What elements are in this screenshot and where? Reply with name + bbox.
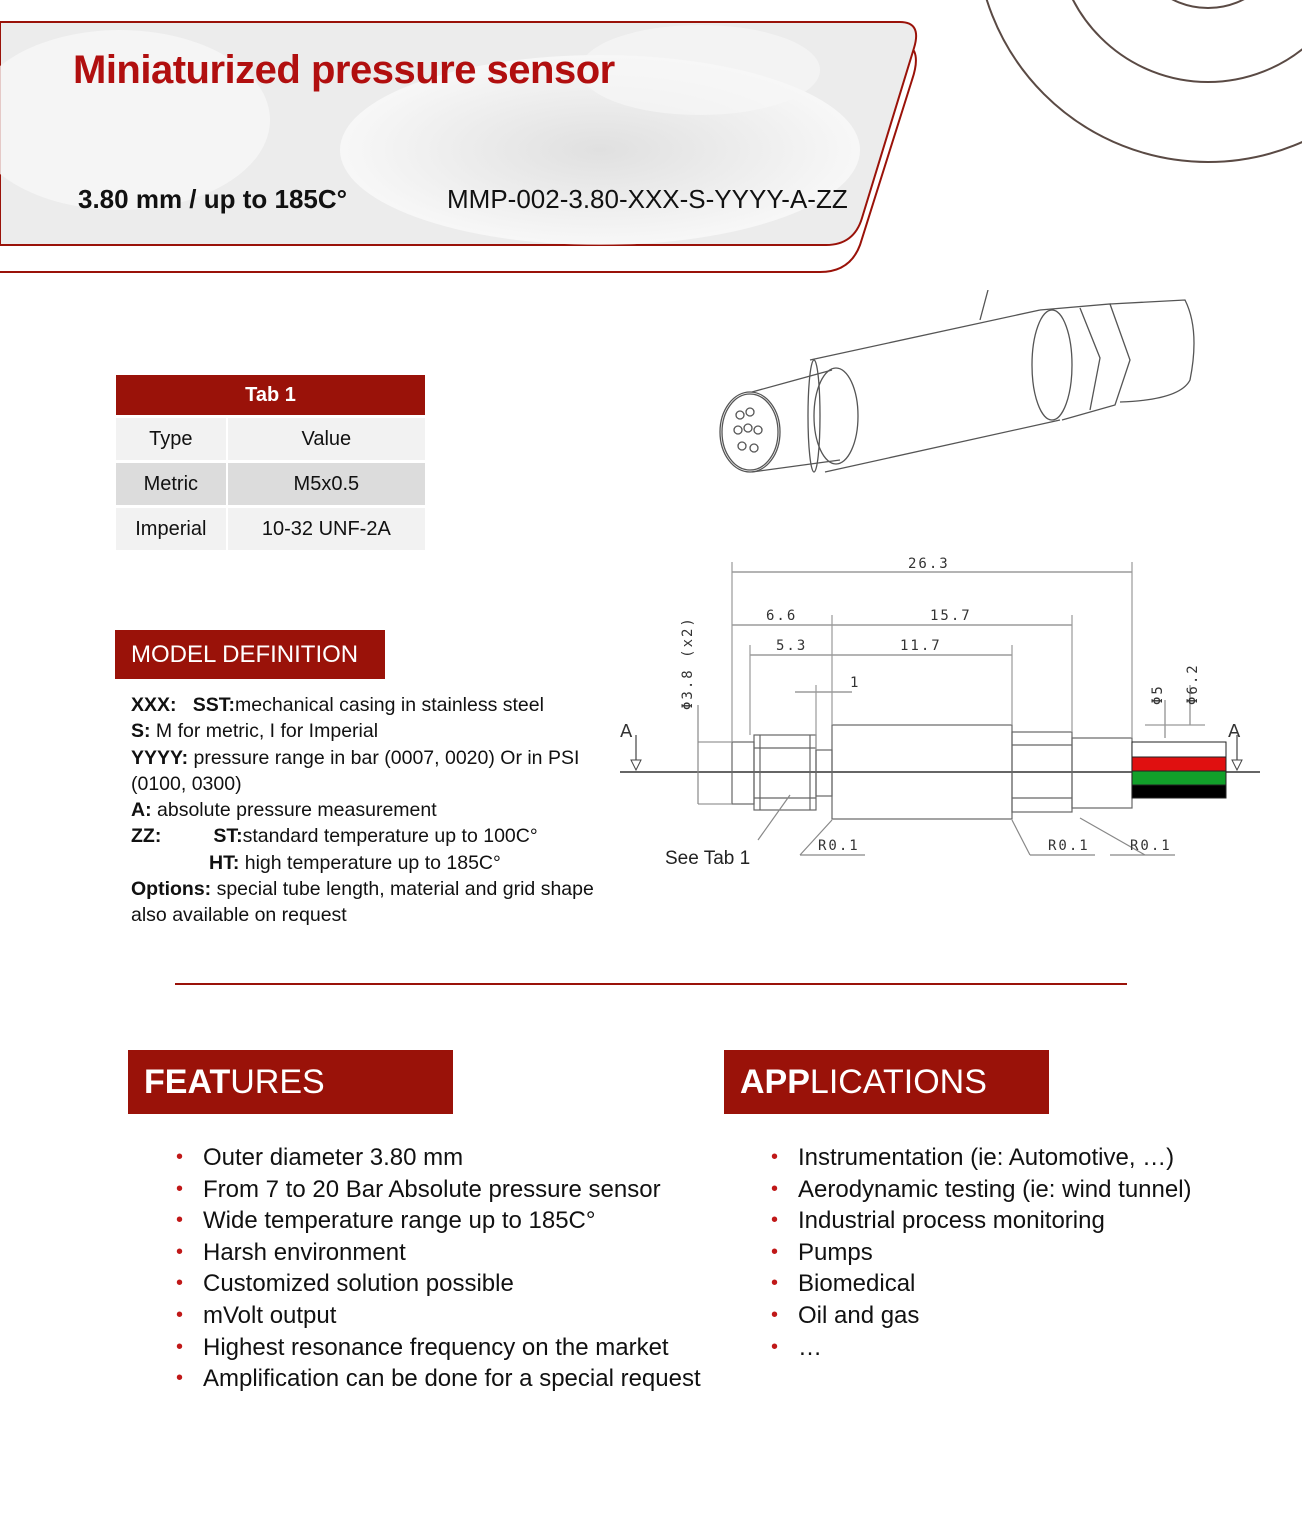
dim-diameter: Φ3.8 (x2) xyxy=(680,616,696,710)
list-item: • Wide temperature range up to 185C° xyxy=(176,1205,701,1237)
dim-c: 5.3 xyxy=(776,638,808,654)
yyyy-line: YYYY: pressure range in bar (0007, 0020) Or in PSI (0100, 0300) xyxy=(131,746,580,795)
list-item: • From 7 to 20 Bar Absolute pressure sensor xyxy=(176,1174,701,1206)
xxx-line: XXX: SST:mechanical casing in stainless steel xyxy=(131,694,544,716)
dim-e: 1 xyxy=(850,675,861,691)
zz-line: ZZ: ST:standard temperature up to 100C° xyxy=(131,825,538,848)
features-list xyxy=(176,1142,701,1395)
list-item: • Harsh environment xyxy=(176,1237,701,1269)
sensor-side-view xyxy=(620,556,1260,855)
page-title: Miniaturized pressure sensor xyxy=(73,48,615,92)
features-heading: FEATURES xyxy=(128,1050,453,1114)
table-header-type: Type xyxy=(116,418,226,460)
options-line: Options: special tube length, material and grid shape also available on request xyxy=(131,878,594,927)
dim-phi62: Φ6.2 xyxy=(1185,663,1201,705)
table-header-value: Value xyxy=(226,418,425,460)
list-item: • Outer diameter 3.80 mm xyxy=(176,1142,701,1174)
list-item: • Aerodynamic testing (ie: wind tunnel) xyxy=(771,1174,1192,1206)
dim-total: 26.3 xyxy=(908,556,950,572)
table-cell: Metric xyxy=(116,463,226,505)
applications-heading: APPLICATIONS xyxy=(724,1050,1049,1114)
wire-stripe xyxy=(1132,757,1226,771)
section-divider xyxy=(175,983,1127,985)
table-row xyxy=(116,463,425,505)
dim-phi5: Φ5 xyxy=(1150,684,1166,705)
table-cell: Imperial xyxy=(116,508,226,550)
a-line: A: absolute pressure measurement xyxy=(131,799,437,822)
table-row xyxy=(116,418,425,460)
s-line: S: M for metric, I for Imperial xyxy=(131,720,379,743)
tab1-table xyxy=(116,372,425,553)
part-number: MMP-002-3.80-XXX-S-YYYY-A-ZZ xyxy=(447,184,848,214)
list-item: • Customized solution possible xyxy=(176,1268,701,1300)
sensor-drawing xyxy=(600,290,1300,910)
wire-stripe xyxy=(1132,742,1226,757)
model-definition-text xyxy=(131,692,631,929)
list-item: • Amplification can be done for a special request xyxy=(176,1363,701,1395)
see-tab-note: See Tab 1 xyxy=(665,848,751,869)
radius-label: R0.1 xyxy=(1048,838,1090,854)
size-temperature-subtitle: 3.80 mm / up to 185C° xyxy=(78,184,348,214)
wire-stripe xyxy=(1132,771,1226,785)
list-item: • Pumps xyxy=(771,1237,1192,1269)
radius-label: R0.1 xyxy=(1130,838,1172,854)
list-item: • Instrumentation (ie: Automotive, …) xyxy=(771,1142,1192,1174)
list-item: • Industrial process monitoring xyxy=(771,1205,1192,1237)
list-item: • Oil and gas xyxy=(771,1300,1192,1332)
sensor-3d-view xyxy=(720,290,1194,472)
tab1-title: Tab 1 xyxy=(116,375,425,415)
radius-label: R0.1 xyxy=(818,838,860,854)
wire-stripe xyxy=(1132,785,1226,798)
applications-list xyxy=(771,1142,1192,1363)
list-item: • Biomedical xyxy=(771,1268,1192,1300)
dim-d: 11.7 xyxy=(900,638,942,654)
list-item: • mVolt output xyxy=(176,1300,701,1332)
table-cell: 10-32 UNF-2A xyxy=(226,508,425,550)
table-cell: M5x0.5 xyxy=(226,463,425,505)
table-row xyxy=(116,508,425,550)
section-label-left: A xyxy=(620,721,633,742)
list-item: • … xyxy=(771,1332,1192,1364)
model-definition-heading: MODEL DEFINITION xyxy=(115,630,385,679)
list-item: • Highest resonance frequency on the market xyxy=(176,1332,701,1364)
header-banner xyxy=(0,0,1302,300)
section-label-right: A xyxy=(1228,721,1241,742)
dim-b: 15.7 xyxy=(930,608,972,624)
dim-a: 6.6 xyxy=(766,608,798,624)
ht-line: HT: high temperature up to 185C° xyxy=(209,851,501,874)
